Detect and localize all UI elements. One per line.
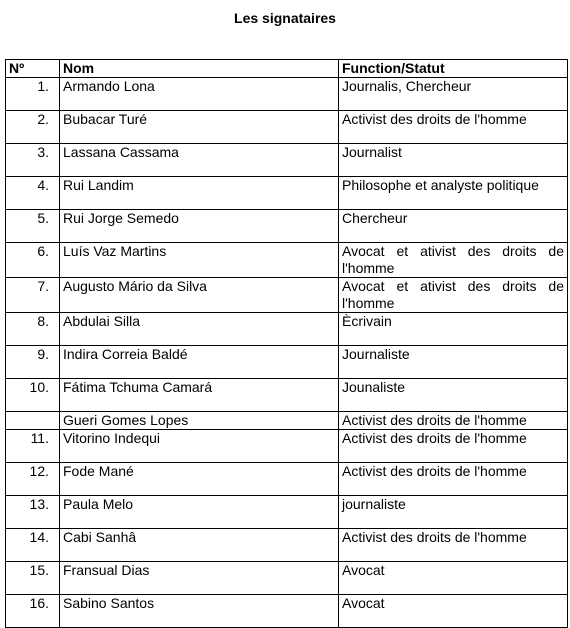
row-name: Abdulai Silla [60, 313, 339, 346]
row-status: Activist des droits de l'homme [339, 111, 568, 144]
table-row [6, 278, 568, 313]
row-number: 13. [6, 496, 60, 529]
row-name: Paula Melo [60, 496, 339, 529]
table-row [6, 243, 568, 278]
row-status: Activist des droits de l'homme [339, 430, 568, 463]
row-status: Activist des droits de l'homme [339, 412, 568, 430]
table-header-row [6, 60, 568, 78]
row-status: Jounaliste [339, 379, 568, 412]
row-name: Indira Correia Baldé [60, 346, 339, 379]
row-name: Cabi Sanhâ [60, 529, 339, 562]
row-number: 10. [6, 379, 60, 412]
row-number: 6. [6, 243, 60, 278]
row-number: 5. [6, 210, 60, 243]
row-number: 14. [6, 529, 60, 562]
table-row [6, 562, 568, 595]
row-number: 1. [6, 78, 60, 111]
table-row [6, 496, 568, 529]
row-name: Luís Vaz Martins [60, 243, 339, 278]
row-status: Journalist [339, 144, 568, 177]
row-status: Avocat [339, 595, 568, 628]
row-name: Lassana Cassama [60, 144, 339, 177]
row-number: 11. [6, 430, 60, 463]
table-row [6, 111, 568, 144]
page-title: Les signataires [234, 10, 336, 26]
row-status: Journaliste [339, 346, 568, 379]
table-row [6, 379, 568, 412]
row-name: Augusto Mário da Silva [60, 278, 339, 313]
table-row [6, 430, 568, 463]
row-number: 16. [6, 595, 60, 628]
table-row [6, 210, 568, 243]
row-status: Ècrivain [339, 313, 568, 346]
table-row [6, 463, 568, 496]
row-name: Fransual Dias [60, 562, 339, 595]
table-row [6, 529, 568, 562]
row-number: 15. [6, 562, 60, 595]
row-name: Vitorino Indequi [60, 430, 339, 463]
row-name: Armando Lona [60, 78, 339, 111]
row-number: 9. [6, 346, 60, 379]
row-status: Activist des droits de l'homme [339, 529, 568, 562]
row-status: Journalis, Chercheur [339, 78, 568, 111]
table-row [6, 177, 568, 210]
column-header-number: Nº [6, 60, 60, 78]
row-number: 8. [6, 313, 60, 346]
row-name: Sabino Santos [60, 595, 339, 628]
row-name: Rui Landim [60, 177, 339, 210]
row-status: Avocat et ativist des droits de l'homme [339, 278, 568, 313]
row-name: Fátima Tchuma Camará [60, 379, 339, 412]
table-row [6, 144, 568, 177]
row-status: Activist des droits de l'homme [339, 463, 568, 496]
row-number [6, 412, 60, 430]
row-status: Avocat [339, 562, 568, 595]
column-header-status: Function/Statut [339, 60, 568, 78]
row-status: Avocat et ativist des droits de l'homme [339, 243, 568, 278]
table-row [6, 346, 568, 379]
row-status: journaliste [339, 496, 568, 529]
row-number: 12. [6, 463, 60, 496]
signatories-table [5, 59, 568, 628]
table-row [6, 412, 568, 430]
row-number: 2. [6, 111, 60, 144]
row-status: Philosophe et analyste politique [339, 177, 568, 210]
column-header-name: Nom [60, 60, 339, 78]
table-row [6, 595, 568, 628]
row-number: 3. [6, 144, 60, 177]
table-row [6, 313, 568, 346]
row-name: Rui Jorge Semedo [60, 210, 339, 243]
row-number: 4. [6, 177, 60, 210]
row-number: 7. [6, 278, 60, 313]
table-row [6, 78, 568, 111]
row-name: Gueri Gomes Lopes [60, 412, 339, 430]
row-status: Chercheur [339, 210, 568, 243]
row-name: Bubacar Turé [60, 111, 339, 144]
row-name: Fode Mané [60, 463, 339, 496]
